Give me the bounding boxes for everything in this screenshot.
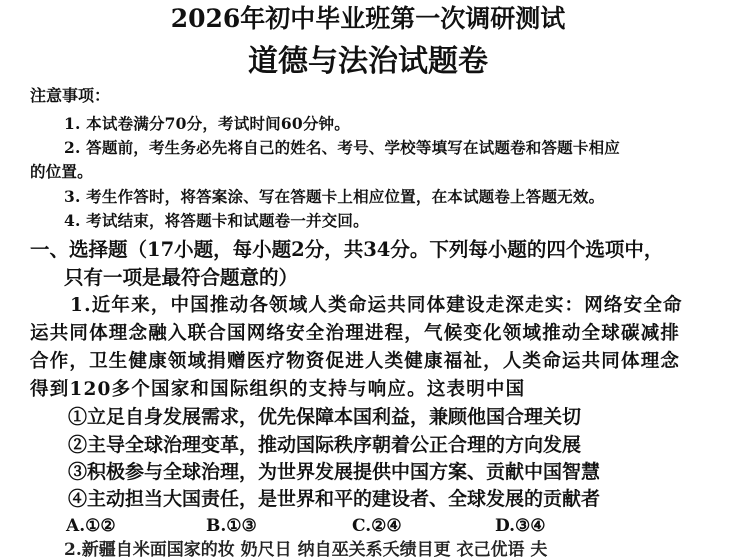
choice-b: B.①③ [206,516,257,536]
section-heading-line-1: 一、选择题（17小题，每小题2分，共34分。下列每小题的四个选项中， [30,238,664,261]
question-1-line-2: 运共同体理念融入联合国网络安全治理进程，气候变化领域推动全球碳减排 [30,323,681,344]
notice-item-3: 3. 考生作答时，将答案涂、写在答题卡上相应位置，在本试题卷上答题无效。 [64,187,605,206]
choice-a: A.①② [66,516,116,536]
question-1-option-3: ③积极参与全球治理，为世界发展提供中国方案、贡献中国智慧 [68,461,601,483]
question-1-option-4: ④主动担当大国责任，是世界和平的建设者、全球发展的贡献者 [68,488,601,510]
question-1-line-1: 1.近年来，中国推动各领域人类命运共同体建设走深走实：网络安全命 [70,295,683,316]
notice-heading: 注意事项： [30,86,111,105]
notice-item-1: 1. 本试卷满分70分，考试时间60分钟。 [64,114,350,133]
question-1-line-3: 合作，卫生健康领域捐赠医疗物资促进人类健康福祉，人类命运共同体理念 [30,351,681,372]
question-1-option-2: ②主导全球治理变革，推动国际秩序朝着公正合理的方向发展 [68,434,582,456]
question-2-partial-line: 2.新疆自米面国家的妆 奶尺日 纳自巫关系夭绩目更 衣己优语 夫 [64,540,548,560]
question-1-option-1: ①立足自身发展需求，优先保障本国利益，兼顾他国合理关切 [68,406,582,428]
section-heading-line-2: 只有一项是最符合题意的） [64,266,299,289]
choice-d: D.③④ [495,516,546,536]
exam-subtitle: 道德与法治试题卷 [248,44,488,79]
notice-item-4: 4. 考试结束，将答题卡和试题卷一并交回。 [64,211,369,230]
notice-item-2-cont: 的位置。 [30,162,93,181]
exam-title: 2026年初中毕业班第一次调研测试 [170,4,566,33]
choice-c: C.②④ [352,516,402,536]
question-1-line-4: 得到120多个国家和国际组织的支持与响应。这表明中国 [30,379,526,400]
notice-item-2: 2. 答题前，考生务必先将自己的姓名、考号、学校等填写在试题卷和答题卡相应 [64,138,620,157]
